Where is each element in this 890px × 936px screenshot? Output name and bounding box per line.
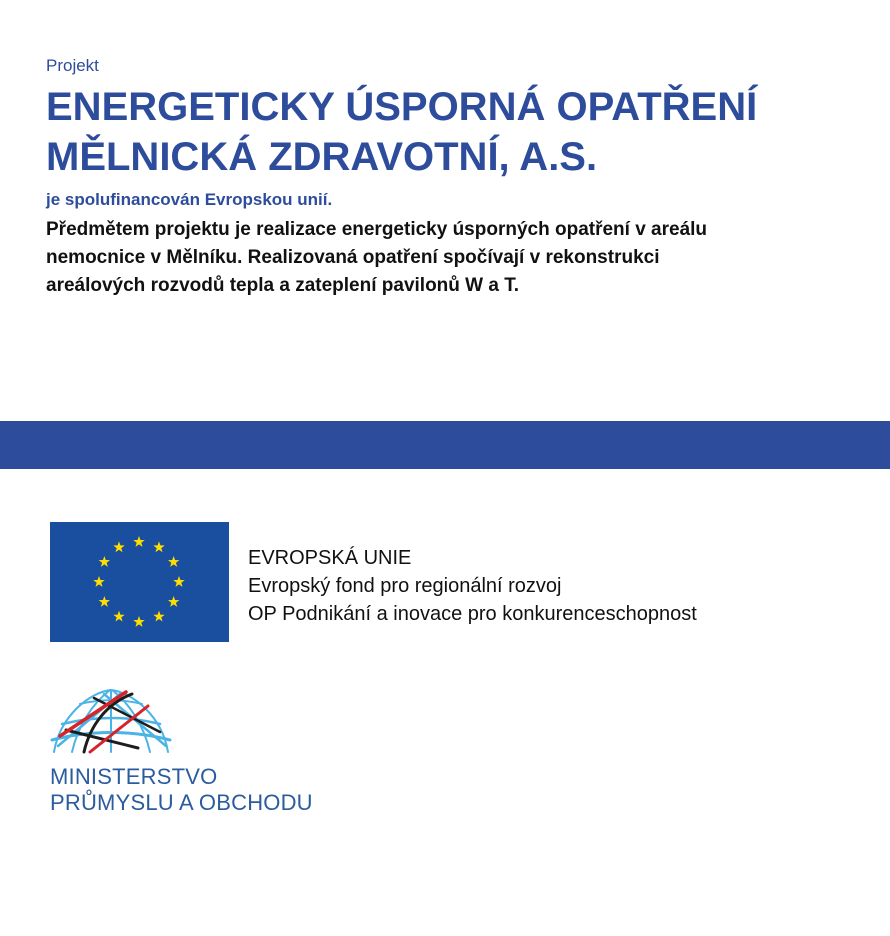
ministry-name <box>50 764 313 816</box>
description-line-3: areálových rozvodů tepla a zateplení pavilonů W a T. <box>46 275 520 296</box>
project-description <box>46 216 826 300</box>
ministry-globe-icon <box>50 686 172 754</box>
eu-line-2: Evropský fond pro regionální rozvoj <box>248 575 562 597</box>
divider-band <box>0 421 890 469</box>
project-label: Projekt <box>46 56 99 75</box>
project-title-line-1: ENERGETICKY ÚSPORNÁ OPATŘENÍ <box>46 85 758 129</box>
eu-line-1: EVROPSKÁ UNIE <box>248 547 412 569</box>
ministry-line-1: MINISTERSTVO <box>50 764 218 789</box>
description-line-1: Předmětem projektu je realizace energeticky úsporných opatření v areálu <box>46 219 708 240</box>
project-title-line-2: MĚLNICKÁ ZDRAVOTNÍ, A.S. <box>46 135 598 179</box>
eu-flag-icon <box>50 522 229 642</box>
ministry-line-2: PRŮMYSLU A OBCHODU <box>50 790 313 815</box>
eu-line-3: OP Podnikání a inovace pro konkurenceschopnost <box>248 603 697 625</box>
cofinance-statement: je spolufinancován Evropskou unií. <box>46 190 333 209</box>
project-title <box>46 82 757 182</box>
description-line-2: nemocnice v Mělníku. Realizovaná opatření spočívají v rekonstrukci <box>46 247 660 268</box>
eu-funding-text <box>248 544 697 628</box>
